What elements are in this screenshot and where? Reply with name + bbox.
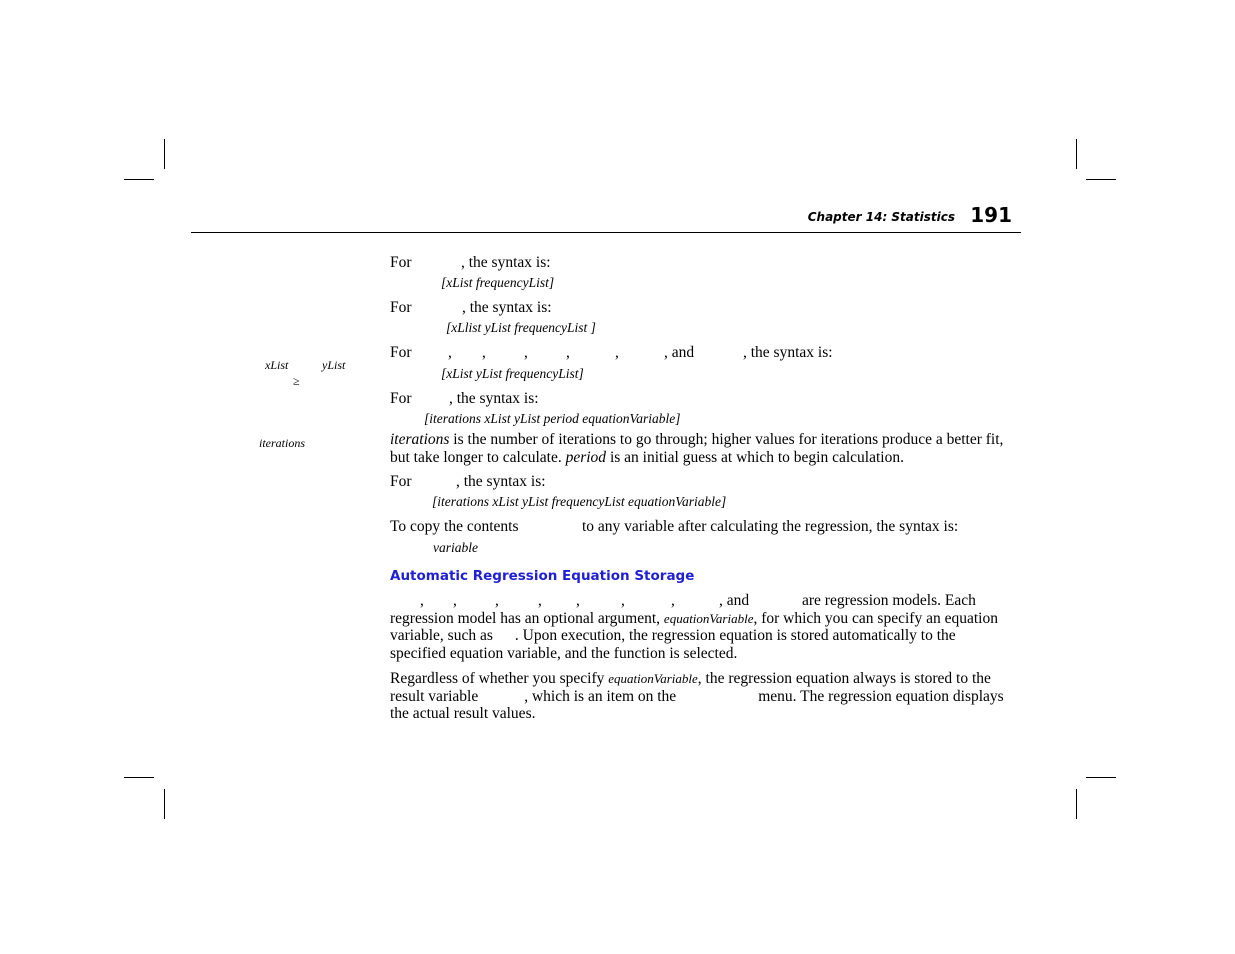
iterations-paragraph — [390, 431, 1015, 466]
comma-3d: , — [566, 344, 570, 361]
iterations-text-1: is the number of iterations to go through; higher values for iterations produce a better fit, but take longer to calculate. — [390, 431, 1004, 466]
for-word-4: For — [390, 390, 412, 407]
comma-3a: , — [448, 344, 452, 361]
crop-mark-top-left-horizontal — [124, 179, 154, 180]
p1-comma-a: , — [420, 592, 424, 609]
p1-text-a: are regression models. Each regression model has an optional argument, — [390, 592, 976, 627]
crop-mark-bottom-left-vertical — [164, 789, 165, 819]
syntax-is-3: , the syntax is: — [743, 344, 833, 361]
copy-text-2: to any variable after calculating the regression, the syntax is: — [582, 518, 959, 535]
chapter-title: Chapter 14: Statistics — [807, 210, 955, 224]
syntax-line-5: [iterations xList yList frequencyList equationVariable] — [432, 494, 727, 509]
p1-text-c: . Upon execution, the regression equation is stored automatically to the specified equation variable, and the function is selected. — [390, 627, 956, 662]
and-3: , and — [664, 344, 695, 361]
syntax-line-3: [xList yList frequencyList] — [441, 366, 584, 381]
p1-comma-c: , — [495, 592, 499, 609]
comma-3e: , — [615, 344, 619, 361]
comma-3b: , — [482, 344, 486, 361]
syntax-is-5: , the syntax is: — [456, 473, 546, 490]
crop-mark-bottom-right-horizontal — [1086, 777, 1116, 778]
crop-mark-bottom-right-vertical — [1076, 789, 1077, 819]
syntax-line-4: [iterations xList yList period equationVariable] — [424, 411, 681, 426]
iterations-term: iterations — [390, 431, 450, 448]
for-word-5: For — [390, 473, 412, 490]
p2-text-b: , the regression equation always is stored to the result variable — [390, 670, 991, 705]
sidebar-xlist: xList — [265, 358, 289, 372]
paragraph-1 — [390, 592, 1015, 662]
sidebar-iterations: iterations — [259, 436, 306, 450]
p1-comma-d: , — [538, 592, 542, 609]
p1-comma-f: , — [621, 592, 625, 609]
p2-text-d: menu. The regression equation displays the actual result values. — [390, 687, 1004, 722]
page-number: 191 — [970, 203, 1012, 227]
crop-mark-top-left-vertical — [164, 139, 165, 169]
p1-text-b: , for which you can specify an equation variable, such as — [390, 609, 998, 644]
crop-mark-top-right-vertical — [1076, 139, 1077, 169]
sidebar-geq: ≥ — [293, 374, 300, 388]
p1-equation-variable: equationVariable — [663, 610, 754, 626]
p1-comma-e: , — [576, 592, 580, 609]
syntax-is-4: , the syntax is: — [449, 390, 539, 407]
header-rule — [191, 232, 1021, 233]
syntax-is-1: , the syntax is: — [461, 254, 551, 271]
copy-syntax: variable — [433, 540, 478, 555]
p2-text-a: Regardless of whether you specify — [390, 670, 609, 687]
for-word-2: For — [390, 299, 412, 316]
sidebar-ylist: yList — [322, 358, 346, 372]
p2-text-c: , which is an item on the — [524, 687, 677, 705]
copy-text-1: To copy the contents — [390, 518, 519, 535]
p1-and: , and — [719, 592, 750, 609]
for-word-3: For — [390, 344, 412, 361]
syntax-line-2: [xLlist yList frequencyList ] — [446, 320, 596, 335]
syntax-is-2: , the syntax is: — [462, 299, 552, 316]
iterations-text-2: is an initial guess at which to begin calculation. — [606, 448, 904, 466]
comma-3c: , — [524, 344, 528, 361]
for-word-1: For — [390, 254, 412, 271]
paragraph-2 — [390, 670, 1015, 723]
syntax-line-1: [xList frequencyList] — [441, 275, 555, 290]
p1-comma-b: , — [453, 592, 457, 609]
crop-mark-top-right-horizontal — [1086, 179, 1116, 180]
section-heading: Automatic Regression Equation Storage — [390, 568, 695, 584]
p2-equation-variable: equationVariable — [608, 671, 698, 686]
period-term: period — [565, 448, 607, 466]
crop-mark-bottom-left-horizontal — [124, 777, 154, 778]
p1-comma-g: , — [671, 592, 675, 609]
